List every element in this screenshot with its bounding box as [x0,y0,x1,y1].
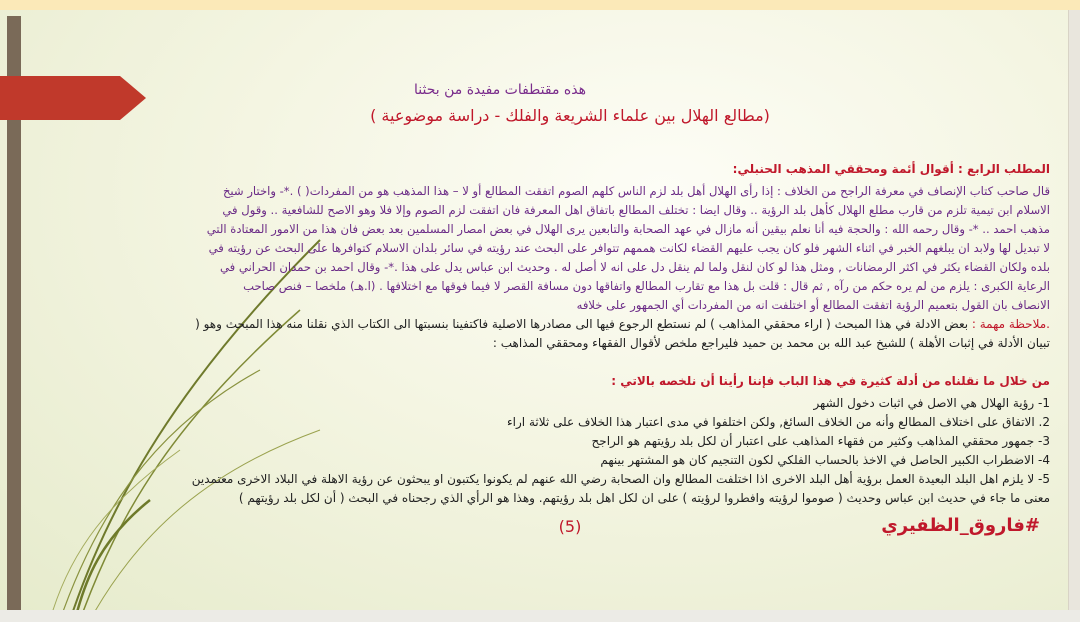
note-line-2: تبيان الأدلة في إثبات الأهلة ) للشيخ عبد الله بن محمد بن حميد فليراجع ملخص لأقوال الفقهاء ومحققي المذاهب : [492,336,1050,350]
conclusion-item: 5- لا يلزم اهل البلد البعيدة العمل برؤية أهل البلد الاخرى اذا اختلفت المطالع وان الصحابة رضي الله عنهم لم يكونوا يكتبون او يبحثون عن رؤية الاهلة في البلاد الاخرى معتمدين [191,472,1050,486]
conclusion-item: معنى ما جاء في حديث ابن عباس وحديث ( صوموا لرؤيته وافطروا لرؤيته ) على ان لكل اهل بلد رؤيتهم. وهذا هو الرأي الذي رجحناه في البحث ( أن لكل بلد رؤيتهم ) [238,491,1050,505]
page-number: (5) [558,517,582,536]
conclusion-item: 3- جمهور محققي المذاهب وكثير من فقهاء المذاهب على اعتبار أن لكل بلد رؤيتهم هو الراجح [591,434,1050,448]
section4-line: بلده ولكان القضاء يكثر في اكثر الرمضانات , ومثل هذا لو كان لنقل ولما لم ينقل دل على انه لا أصل له . وحديث ابن عباس يدل على هذا .*- وقال احمد بن حمدان الحراني في [220,260,1050,274]
conclusion-item: 1- رؤية الهلال هي الاصل في اثبات دخول الشهر [813,396,1050,410]
bottom-bar [0,610,1080,622]
slide [0,10,1068,610]
header-line-1: هذه مقتطفات مفيدة من بحثنا [414,82,586,98]
conclusion-title-text: من خلال ما نقلناه من أدلة كثيرة في هذا الباب فإننا رأينا أن نلخصه بالاتي : [611,374,1050,388]
section4-line: قال صاحب كتاب الإنصاف في معرفة الراجح من الخلاف : إذا رأى الهلال أهل بلد لزم الناس كلهم الصوم اتفقت المطالع أو لا – هذا المذهب هو من المفردات( ) .*- واختار شيخ [222,184,1050,198]
section4-line: مذهب احمد .. *- وقال رحمه الله : والحجة فيه أنا نعلم بيقين أنه مازال في عهد الصحابة والتابعين يرى الهلال في بعض امصار المسلمين بعد بعض فان هذا من الامور المعتادة التي [206,222,1050,236]
section4-line: الاسلام ابن تيمية تلزم من قارب مطلع الهلال كأهل بلد الرؤية .. وقال ايضا : تختلف المطالع باتفاق اهل المعرفة فان اتفقت لزم الصوم وإلا فلا وهو الاصح للشافعية .. وقول في [222,203,1050,217]
conclusion-item: 2. الاتفاق على اختلاف المطالع وأنه من الخلاف السائغ, ولكن اختلفوا في مدى اعتبار هذا الخلاف على ثلاثة اراء [507,415,1050,429]
conclusion-title [611,372,1050,390]
author-signature: #فاروق_الظفيري [881,515,1040,536]
window-right-edge [1068,10,1080,610]
note-line-1 [195,315,1050,333]
top-bar [0,0,1080,10]
note-label: .ملاحظة مهمة : [971,317,1050,331]
section4-line: الانصاف بان القول بتعميم الرؤية اتفقت المطالع أو اختلفت انه من المفردات أي الجمهور على خلافه [576,298,1050,312]
conclusion-item: 4- الاضطراب الكبير الحاصل في الاخذ بالحساب الفلكي لكون التنجيم كان هو المشتهر بينهم [600,453,1050,467]
section4-line: الرعاية الكبرى : يلزم من لم يره حكم من رآه , ثم قال : قلت بل هذا مع تقارب المطالع واتفاقها دون مسافة القصر لا فيما فوقها مع اختلافها . (ا.هـ) ملخصا – فنص صاحب [243,279,1050,293]
note-text: بعض الادلة في هذا المبحث ( اراء محققي المذاهب ) لم نستطع الرجوع فيها الى مصادرها الاصلية فاكتفينا بنسبتها الى الكتاب الذي نقلنا منه هذا المبحث وهو ( [195,317,972,331]
section4-line: لا تبديل لها ولابد ان يبلغهم الخبر في اثناء الشهر فلو كان يجب عليهم القضاء لكانت هممهم تتوافر على البحث عند رؤيته في سائر بلدان الاسلام كتوافرها على البحث عن رؤيته في [208,241,1050,255]
header-line-2: (مطالع الهلال بين علماء الشريعة والفلك - دراسة موضوعية ) [370,106,770,125]
section4-title-text: المطلب الرابع : أقوال أئمة ومحققي المذهب الحنبلي: [732,162,1050,176]
section4-title [733,160,1050,178]
